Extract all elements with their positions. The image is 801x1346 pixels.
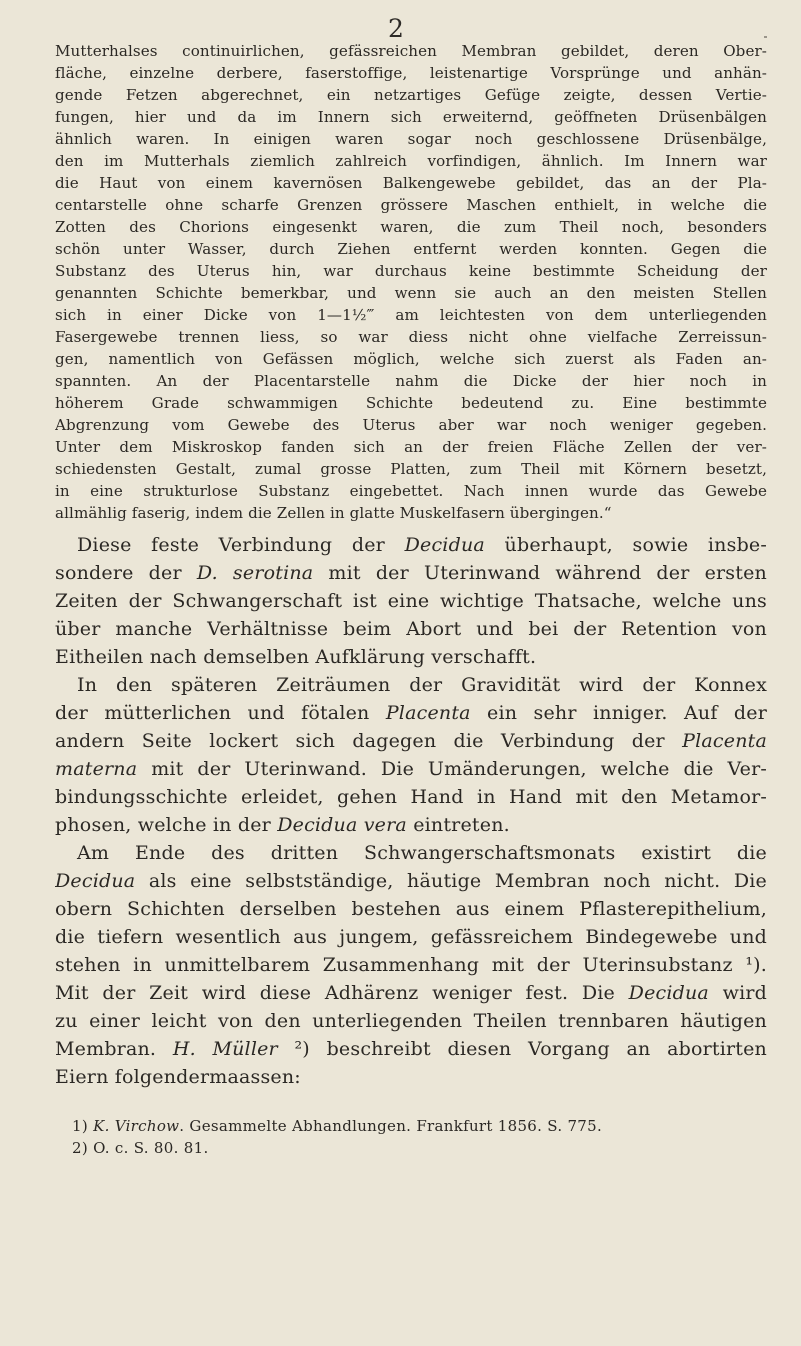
quote-line: in eine strukturlose Substanz eingebettet. Nach innen wurde das Gewebe: [55, 482, 767, 500]
quote-line: ähnlich waren. In einigen waren sogar noch geschlossene Drüsenbälge,: [55, 130, 767, 148]
quote-line: Zotten des Chorions eingesenkt waren, die zum Theil noch, besonders: [55, 218, 767, 236]
body-line: Decidua als eine selbstständige, häutige Membran noch nicht. Die: [55, 870, 767, 892]
body-line: Am Ende des dritten Schwangerschaftsmonats existirt die: [77, 842, 767, 864]
body-line: phosen, welche in der Decidua vera eintreten.: [55, 814, 510, 836]
body-line: Eiern folgendermaassen:: [55, 1066, 301, 1088]
body-line: materna mit der Uterinwand. Die Umänderungen, welche die Ver-: [55, 758, 767, 780]
body-line: Zeiten der Schwangerschaft ist eine wichtige Thatsache, welche uns: [55, 590, 767, 612]
body-line: zu einer leicht von den unterliegenden Theilen trennbaren häutigen: [55, 1010, 767, 1032]
body-line: sondere der D. serotina mit der Uterinwand während der ersten: [55, 562, 767, 584]
quote-line: allmählig faserig, indem die Zellen in glatte Muskelfasern übergingen.“: [55, 504, 612, 522]
body-line: Mit der Zeit wird diese Adhärenz weniger fest. Die Decidua wird: [55, 982, 767, 1004]
quote-line: fungen, hier und da im Innern sich erweiternd, geöffneten Drüsenbälgen: [55, 108, 767, 126]
quote-line: gende Fetzen abgerechnet, ein netzartiges Gefüge zeigte, dessen Vertie-: [55, 86, 767, 104]
body-line: obern Schichten derselben bestehen aus einem Pflasterepithelium,: [55, 898, 767, 920]
quote-line: schön unter Wasser, durch Ziehen entfernt werden konnten. Gegen die: [55, 240, 767, 258]
quote-line: genannten Schichte bemerkbar, und wenn sie auch an den meisten Stellen: [55, 284, 767, 302]
quote-line: den im Mutterhals ziemlich zahlreich vorfindigen, ähnlich. Im Innern war: [55, 152, 767, 170]
quote-line: Mutterhalses continuirlichen, gefässreichen Membran gebildet, deren Ober-: [55, 42, 767, 60]
body-line: bindungsschichte erleidet, gehen Hand in Hand mit den Metamor-: [55, 786, 767, 808]
page-number: 2: [388, 14, 404, 43]
footnote: 2) O. c. S. 80. 81.: [72, 1139, 209, 1157]
body-line: andern Seite lockert sich dagegen die Verbindung der Placenta: [55, 730, 767, 752]
body-line: Eitheilen nach demselben Aufklärung verschafft.: [55, 646, 537, 668]
body-line: Membran. H. Müller ²) beschreibt diesen Vorgang an abortirten: [55, 1038, 767, 1060]
body-line: In den späteren Zeiträumen der Gravidität wird der Konnex: [77, 674, 767, 696]
quote-line: Unter dem Miskroskop fanden sich an der freien Fläche Zellen der ver-: [55, 438, 767, 456]
quote-line: höherem Grade schwammigen Schichte bedeutend zu. Eine bestimmte: [55, 394, 767, 412]
quote-line: schiedensten Gestalt, zumal grosse Platten, zum Theil mit Körnern besetzt,: [55, 460, 767, 478]
body-line: über manche Verhältnisse beim Abort und bei der Retention von: [55, 618, 767, 640]
quote-line: die Haut von einem kavernösen Balkengewebe gebildet, das an der Pla-: [55, 174, 767, 192]
quote-line: sich in einer Dicke von 1—1½‴ am leichtesten von dem unterliegenden: [55, 306, 767, 324]
body-line: der mütterlichen und fötalen Placenta ein sehr inniger. Auf der: [55, 702, 767, 724]
quote-line: gen, namentlich von Gefässen möglich, welche sich zuerst als Faden an-: [55, 350, 767, 368]
print-speck: [764, 36, 767, 38]
quote-line: spannten. An der Placentarstelle nahm die Dicke der hier noch in: [55, 372, 767, 390]
quote-line: Fasergewebe trennen liess, so war diess nicht ohne vielfache Zerreissun-: [55, 328, 767, 346]
quote-line: centarstelle ohne scharfe Grenzen grössere Maschen enthielt, in welche die: [55, 196, 767, 214]
quote-line: Substanz des Uterus hin, war durchaus keine bestimmte Scheidung der: [55, 262, 767, 280]
body-line: Diese feste Verbindung der Decidua überhaupt, sowie insbe-: [77, 534, 767, 556]
quote-line: fläche, einzelne derbere, faserstoffige, leistenartige Vorsprünge und anhän-: [55, 64, 767, 82]
body-line: stehen in unmittelbarem Zusammenhang mit der Uterinsubstanz ¹).: [55, 954, 767, 976]
body-line: die tiefern wesentlich aus jungem, gefässreichem Bindegewebe und: [55, 926, 767, 948]
quote-line: Abgrenzung vom Gewebe des Uterus aber war noch weniger gegeben.: [55, 416, 767, 434]
footnote: 1) K. Virchow. Gesammelte Abhandlungen. Frankfurt 1856. S. 775.: [72, 1117, 603, 1135]
